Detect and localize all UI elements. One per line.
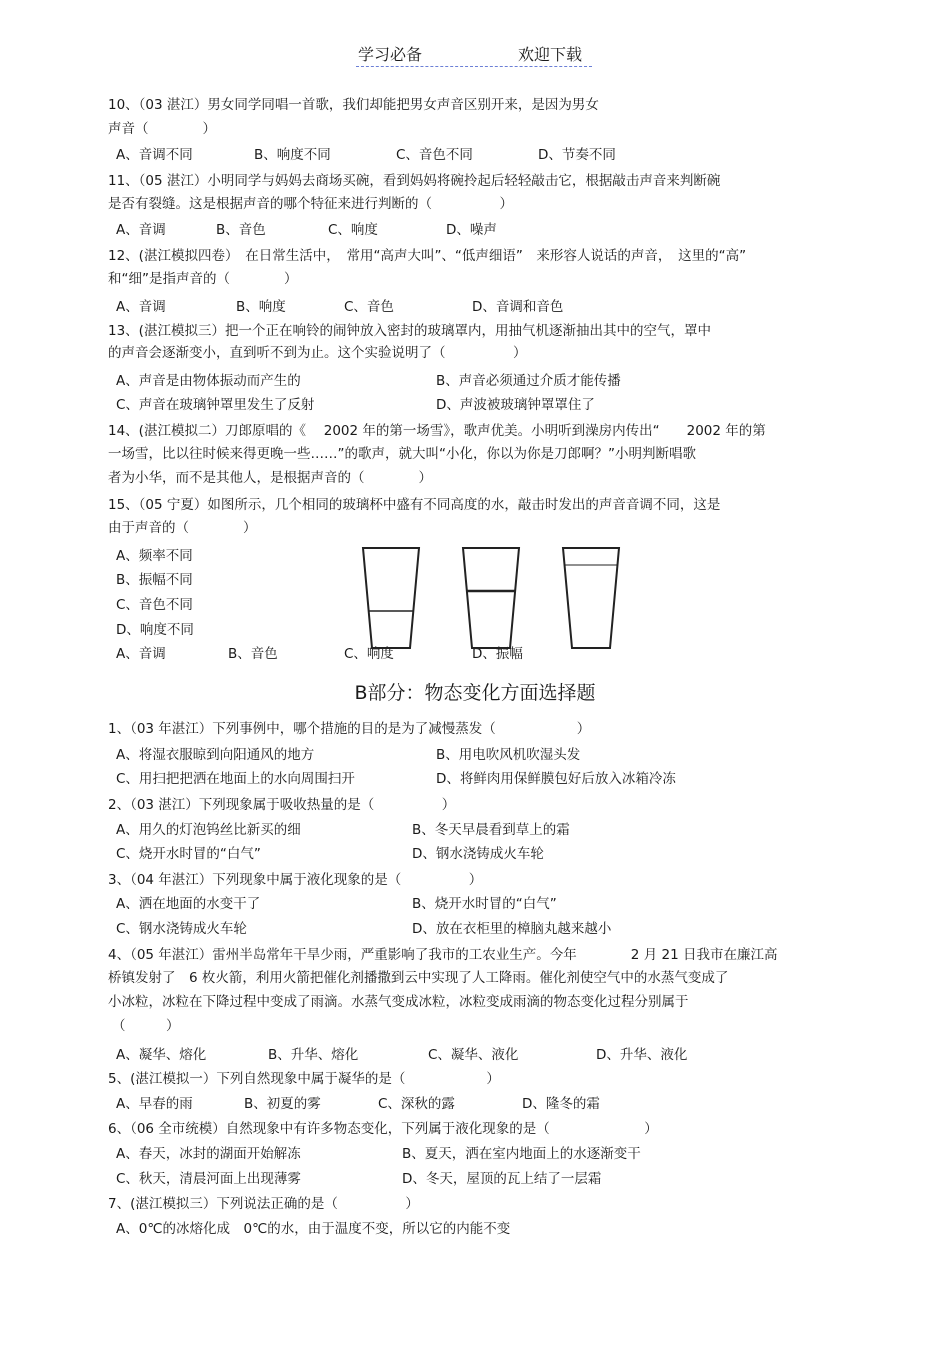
- q15-extra-option-d: D、振幅: [472, 646, 523, 662]
- b-q7-stem: 7、(湛江模拟三）下列说法正确的是（ ）: [108, 1196, 419, 1212]
- part-b-title: B部分：物态变化方面选择题: [354, 682, 596, 704]
- q15-stem-line1: 15、（05 宁夏）如图所示，几个相同的玻璃杯中盛有不同高度的水，敲击时发出的声音音调不同，这是: [108, 497, 721, 513]
- b-q6-option-a: A、春天，冰封的湖面开始解冻: [116, 1146, 301, 1162]
- q12-option-c: C、音色: [344, 299, 394, 315]
- b-q5-option-c: C、深秋的露: [378, 1096, 455, 1112]
- q14-stem-line2: 一场雪，比以往时候来得更晚一些……”的歌声，就大叫“小化，你以为你是刀郎啊？”小明判断唱歌: [108, 446, 696, 462]
- glasses-figure: [355, 545, 625, 655]
- b-q2-option-c: C、烧开水时冒的“白气”: [116, 846, 261, 862]
- q15-stem-line2: 由于声音的（ ）: [108, 520, 257, 536]
- q10-option-b: B、响度不同: [254, 147, 331, 163]
- b-q5-option-a: A、早春的雨: [116, 1096, 193, 1112]
- b-q2-stem: 2、（03 湛江）下列现象属于吸收热量的是（ ）: [108, 797, 456, 813]
- q11-option-a: A、音调: [116, 222, 166, 238]
- q12-stem-line2: 和“细”是指声音的（ ）: [108, 271, 298, 287]
- b-q1-stem: 1、（03 年湛江）下列事例中，哪个措施的目的是为了减慢蒸发（ ）: [108, 721, 591, 737]
- glass-3: [563, 548, 619, 648]
- q10-stem-line1: 10、（03 湛江）男女同学同唱一首歌，我们却能把男女声音区别开来，是因为男女: [108, 97, 599, 113]
- q14-stem-line1: 14、(湛江模拟二）刀郎原唱的《 2002 年的第一场雪》，歌声优美。小明听到澡房内传出“ 2002 年的第: [108, 423, 766, 439]
- page-header: [356, 42, 592, 67]
- b-q5-option-d: D、隆冬的霜: [522, 1096, 600, 1112]
- q15-option-a: A、频率不同: [116, 548, 193, 564]
- q15-option-d: D、响度不同: [116, 622, 194, 638]
- q10-option-c: C、音色不同: [396, 147, 473, 163]
- q12-stem-line1: 12、(湛江模拟四卷） 在日常生活中， 常用“高声大叫”、“低声细语” 来形容人说话的声音， 这里的“高”: [108, 248, 747, 264]
- q15-extra-option-c: C、响度: [344, 646, 394, 662]
- q11-option-c: C、响度: [328, 222, 378, 238]
- b-q1-option-c: C、用扫把把洒在地面上的水向周围扫开: [116, 771, 355, 787]
- header-right-text: 欢迎下载: [518, 45, 583, 64]
- q12-option-a: A、音调: [116, 299, 166, 315]
- b-q3-option-b: B、烧开水时冒的“白气”: [412, 896, 557, 912]
- q11-stem-line2: 是否有裂缝。这是根据声音的哪个特征来进行判断的（ ）: [108, 196, 513, 212]
- b-q2-option-a: A、用久的灯泡钨丝比新买的细: [116, 822, 301, 838]
- b-q7-option-a: A、0℃的冰熔化成 0℃的水，由于温度不变，所以它的内能不变: [116, 1221, 511, 1237]
- b-q4-stem-line4: （ ）: [112, 1018, 180, 1034]
- b-q6-option-b: B、夏天，洒在室内地面上的水逐渐变干: [402, 1146, 641, 1162]
- q13-stem-line2: 的声音会逐渐变小，直到听不到为止。这个实验说明了（ ）: [108, 345, 527, 361]
- b-q3-stem: 3、（04 年湛江）下列现象中属于液化现象的是（ ）: [108, 872, 483, 888]
- b-q3-option-d: D、放在衣柜里的樟脑丸越来越小: [412, 921, 612, 937]
- q11-stem-line1: 11、（05 湛江）小明同学与妈妈去商场买碗，看到妈妈将碗拎起后轻轻敲击它，根据敲击声音来判断碗: [108, 173, 721, 189]
- q11-option-b: B、音色: [216, 222, 266, 238]
- q13-option-b: B、声音必须通过介质才能传播: [436, 373, 621, 389]
- b-q3-option-a: A、洒在地面的水变干了: [116, 896, 261, 912]
- b-q1-option-b: B、用电吹风机吹湿头发: [436, 747, 581, 763]
- q13-option-c: C、声音在玻璃钟罩里发生了反射: [116, 397, 315, 413]
- glass-2: [463, 548, 519, 648]
- q10-stem-line2: 声音（ ）: [108, 121, 216, 137]
- b-q4-option-d: D、升华、液化: [596, 1047, 688, 1063]
- b-q4-option-b: B、升华、熔化: [268, 1047, 359, 1063]
- b-q1-option-d: D、将鲜肉用保鲜膜包好后放入冰箱冷冻: [436, 771, 676, 787]
- b-q6-stem: 6、（06 全市统模）自然现象中有许多物态变化，下列属于液化现象的是（ ）: [108, 1121, 658, 1137]
- b-q5-option-b: B、初夏的雾: [244, 1096, 321, 1112]
- q15-option-b: B、振幅不同: [116, 572, 193, 588]
- b-q2-option-d: D、钢水浇铸成火车轮: [412, 846, 544, 862]
- b-q6-option-d: D、冬天，屋顶的瓦上结了一层霜: [402, 1171, 602, 1187]
- q10-option-a: A、音调不同: [116, 147, 193, 163]
- b-q4-option-a: A、凝华、熔化: [116, 1047, 207, 1063]
- q10-option-d: D、节奏不同: [538, 147, 616, 163]
- q14-stem-line3: 者为小华，而不是其他人，是根据声音的（ ）: [108, 470, 432, 486]
- q13-option-a: A、声音是由物体振动而产生的: [116, 373, 301, 389]
- b-q4-option-c: C、凝华、液化: [428, 1047, 519, 1063]
- q13-stem-line1: 13、(湛江模拟三）把一个正在响铃的闹钟放入密封的玻璃罩内，用抽气机逐渐抽出其中的空气，罩中: [108, 323, 711, 339]
- q12-option-b: B、响度: [236, 299, 286, 315]
- b-q2-option-b: B、冬天早晨看到草上的霜: [412, 822, 570, 838]
- b-q4-stem-line3: 小冰粒，冰粒在下降过程中变成了雨滴。水蒸气变成冰粒，冰粒变成雨滴的物态变化过程分别属于: [108, 994, 689, 1010]
- b-q3-option-c: C、钢水浇铸成火车轮: [116, 921, 247, 937]
- header-left-text: 学习必备: [358, 45, 423, 64]
- glass-1: [363, 548, 419, 648]
- q13-option-d: D、声波被玻璃钟罩罩住了: [436, 397, 595, 413]
- b-q5-stem: 5、(湛江模拟一）下列自然现象中属于凝华的是（ ）: [108, 1071, 500, 1087]
- b-q6-option-c: C、秋天，清晨河面上出现薄雾: [116, 1171, 301, 1187]
- q15-option-c: C、音色不同: [116, 597, 193, 613]
- b-q4-stem-line2: 桥镇发射了 6 枚火箭，利用火箭把催化剂播撒到云中实现了人工降雨。催化剂使空气中的水蒸气变成了: [108, 970, 729, 986]
- b-q1-option-a: A、将湿衣服晾到向阳通风的地方: [116, 747, 315, 763]
- b-q4-stem-line1: 4、（05 年湛江）雷州半岛常年干旱少雨，严重影响了我市的工农业生产。今年 2 月 21 日我市在廉江高: [108, 947, 778, 963]
- q11-option-d: D、噪声: [446, 222, 497, 238]
- q12-option-d: D、音调和音色: [472, 299, 564, 315]
- q15-extra-option-b: B、音色: [228, 646, 278, 662]
- q15-extra-option-a: A、音调: [116, 646, 166, 662]
